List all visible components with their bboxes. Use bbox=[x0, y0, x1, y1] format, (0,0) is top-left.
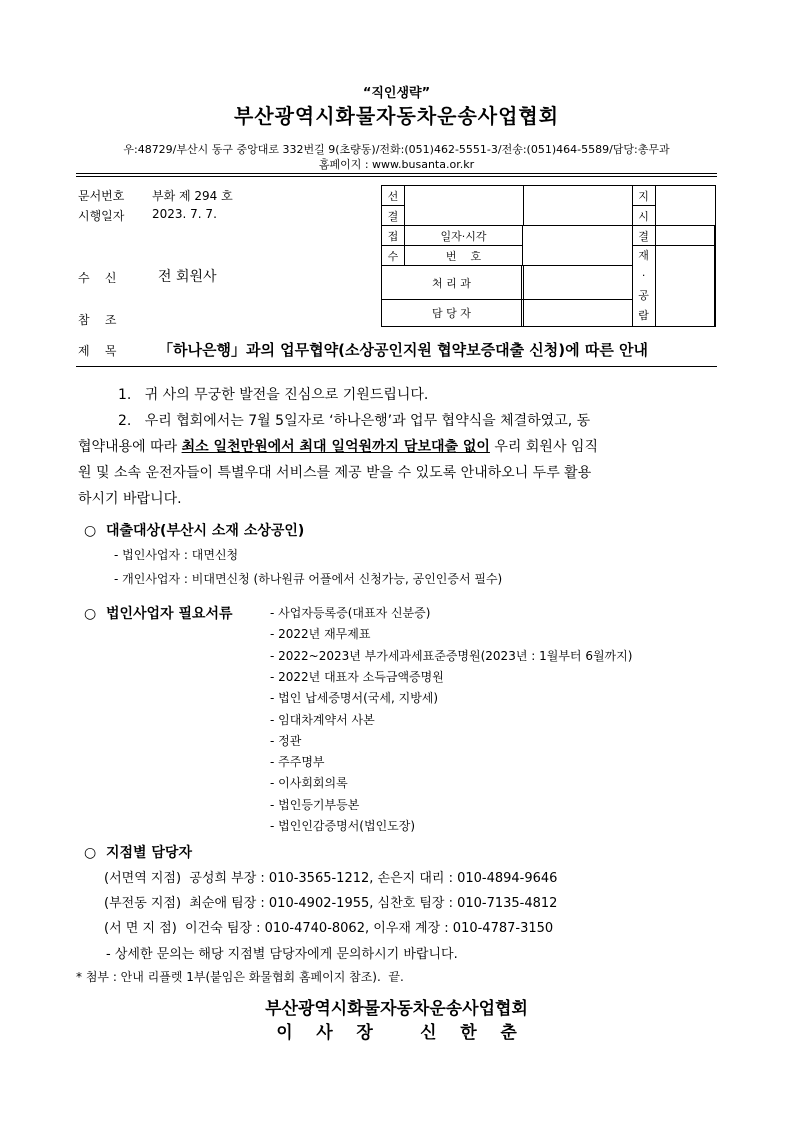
date-label: 시행일자 bbox=[78, 209, 125, 223]
doc-no-value: 부화 제 294 호 bbox=[152, 189, 233, 203]
divider-top-2 bbox=[76, 176, 717, 177]
subject-label: 제 목 bbox=[78, 344, 117, 358]
paragraph-2-line-2 bbox=[78, 434, 598, 460]
approval-empty-b1 bbox=[714, 226, 715, 246]
jeop-cell: 접 bbox=[382, 226, 405, 246]
gongram-cell bbox=[632, 246, 655, 327]
paragraph-2-line-4: 하시기 바랍니다. bbox=[78, 491, 182, 507]
dot-char: · bbox=[641, 269, 646, 282]
required-document-item: - 2022~2023년 부가세과세표준증명원(2023년 : 1월부터 6월까지) bbox=[270, 648, 633, 663]
divider-subject bbox=[76, 366, 717, 367]
required-document-item: - 사업자등록증(대표자 신분증) bbox=[270, 606, 431, 620]
contact-note: - 상세한 문의는 해당 지점별 담당자에게 문의하시기 바랍니다. bbox=[106, 947, 458, 962]
paragraph-1: 1. 귀 사의 무궁한 발전을 진심으로 기원드립니다. bbox=[118, 387, 429, 403]
seon-empty-1 bbox=[405, 186, 524, 226]
p2-pre: 협약내용에 따라 bbox=[78, 439, 182, 455]
date-value: 2023. 7. 7. bbox=[152, 207, 217, 221]
contact-line: (서 면 지 점) 이건숙 팀장 : 010-4740-8062, 이우재 계장 : 010-4787-3150 bbox=[104, 921, 554, 936]
required-document-item: - 주주명부 bbox=[270, 755, 325, 770]
homepage-line: 홈페이지 : www.busanta.or.kr bbox=[318, 158, 475, 171]
required-document-item: - 법인인감증명서(법인도장) bbox=[270, 819, 416, 833]
approval-empty-b2 bbox=[714, 246, 715, 327]
required-document-item: - 법인 납세증명서(국세, 지방세) bbox=[270, 691, 439, 706]
gyeol2-cell: 결 bbox=[632, 226, 655, 246]
section-loan-target-title: ○ 대출대상(부산시 소재 소상공인) bbox=[84, 523, 305, 539]
org-title: 부산광역시화물자동차운송사업협회 bbox=[233, 104, 560, 128]
gyeol-cell: 결 bbox=[382, 206, 405, 226]
si-cell: 시 bbox=[632, 206, 655, 226]
seon-empty-2 bbox=[524, 186, 632, 226]
contact-line: (부전동 지점) 최순애 팀장 : 010-4902-1955, 심찬호 팀장 : 010-7135-4812 bbox=[104, 896, 558, 911]
su-cell: 수 bbox=[382, 246, 405, 266]
address-line-1: 우:48729/부산시 동구 중앙대로 332번길 9(초량동)/전화:(051)462-5551-3/전송:(051)464-5589/담당:총무과 bbox=[123, 143, 670, 156]
required-document-item: - 2022년 대표자 소득금액증명원 bbox=[270, 669, 444, 684]
manager-empty-2 bbox=[524, 300, 632, 327]
recipient-label: 수 신 bbox=[78, 271, 117, 285]
divider-top bbox=[76, 173, 717, 174]
approval-empty-a2 bbox=[655, 246, 714, 327]
ram-char: 람 bbox=[638, 309, 649, 322]
ji-cell: 지 bbox=[632, 186, 655, 206]
required-document-item: - 정관 bbox=[270, 733, 302, 748]
datetime-cell: 일자·시각 bbox=[405, 226, 523, 246]
contact-line: (서면역 지점) 공성희 부장 : 010-3565-1212, 손은지 대리 : 010-4894-9646 bbox=[104, 871, 558, 886]
section-contacts-title: ○ 지점별 담당자 bbox=[84, 845, 192, 861]
doc-no-label: 문서번호 bbox=[78, 189, 125, 203]
section-documents-title: ○ 법인사업자 필요서류 bbox=[84, 606, 233, 622]
required-document-item: - 이사회회의록 bbox=[270, 776, 348, 791]
loan-target-item: - 개인사업자 : 비대면신청 (하나원큐 어플에서 신청가능, 공인인증서 필수) bbox=[114, 572, 503, 586]
paragraph-2-line-1: 2. 우리 협회에서는 7월 5일자로 ‘하나은행’과 업무 협약식을 체결하였고, 동 bbox=[118, 413, 591, 429]
gong-char: 공 bbox=[638, 289, 649, 302]
recipient-value: 전 회원사 bbox=[158, 269, 217, 285]
motto: “직인생략” bbox=[362, 86, 431, 101]
reference-label: 참 조 bbox=[78, 313, 117, 327]
subject-title: 「하나은행」과의 업무협약(소상공인지원 협약보증대출 신청)에 따른 안내 bbox=[158, 341, 649, 359]
seon-cell: 선 bbox=[382, 186, 405, 206]
processing-cell: 처 리 과 bbox=[382, 266, 522, 300]
reception-empty bbox=[523, 226, 633, 266]
manager-cell: 담 당 자 bbox=[382, 300, 522, 327]
required-document-item: - 임대차계약서 사본 bbox=[270, 712, 375, 727]
number-cell: 번 호 bbox=[405, 246, 523, 266]
paragraph-2-line-3: 원 및 소속 운전자들이 특별우대 서비스를 제공 받을 수 있도록 안내하오니 두루 활용 bbox=[78, 465, 592, 481]
ji-empty bbox=[655, 186, 715, 226]
required-document-item: - 법인등기부등본 bbox=[270, 797, 360, 812]
p2-emphasis: 최소 일천만원에서 최대 일억원까지 담보대출 없이 bbox=[181, 439, 490, 455]
required-document-item: - 2022년 재무제표 bbox=[270, 627, 371, 642]
p2-post: 우리 회원사 임직 bbox=[489, 439, 598, 455]
approval-empty-a1 bbox=[655, 226, 714, 246]
jae-char: 재 bbox=[638, 249, 649, 262]
attachment-note: * 첨부 : 안내 리플렛 1부(붙임은 화물협회 홈페이지 참조). 끝. bbox=[76, 970, 404, 984]
loan-target-item: - 법인사업자 : 대면신청 bbox=[114, 548, 239, 562]
approval-box bbox=[381, 185, 716, 327]
processing-empty-2 bbox=[524, 266, 632, 300]
closing-signer: 이 사 장 신 한 춘 bbox=[276, 1023, 517, 1043]
closing-org: 부산광역시화물자동차운송사업협회 bbox=[265, 999, 528, 1019]
